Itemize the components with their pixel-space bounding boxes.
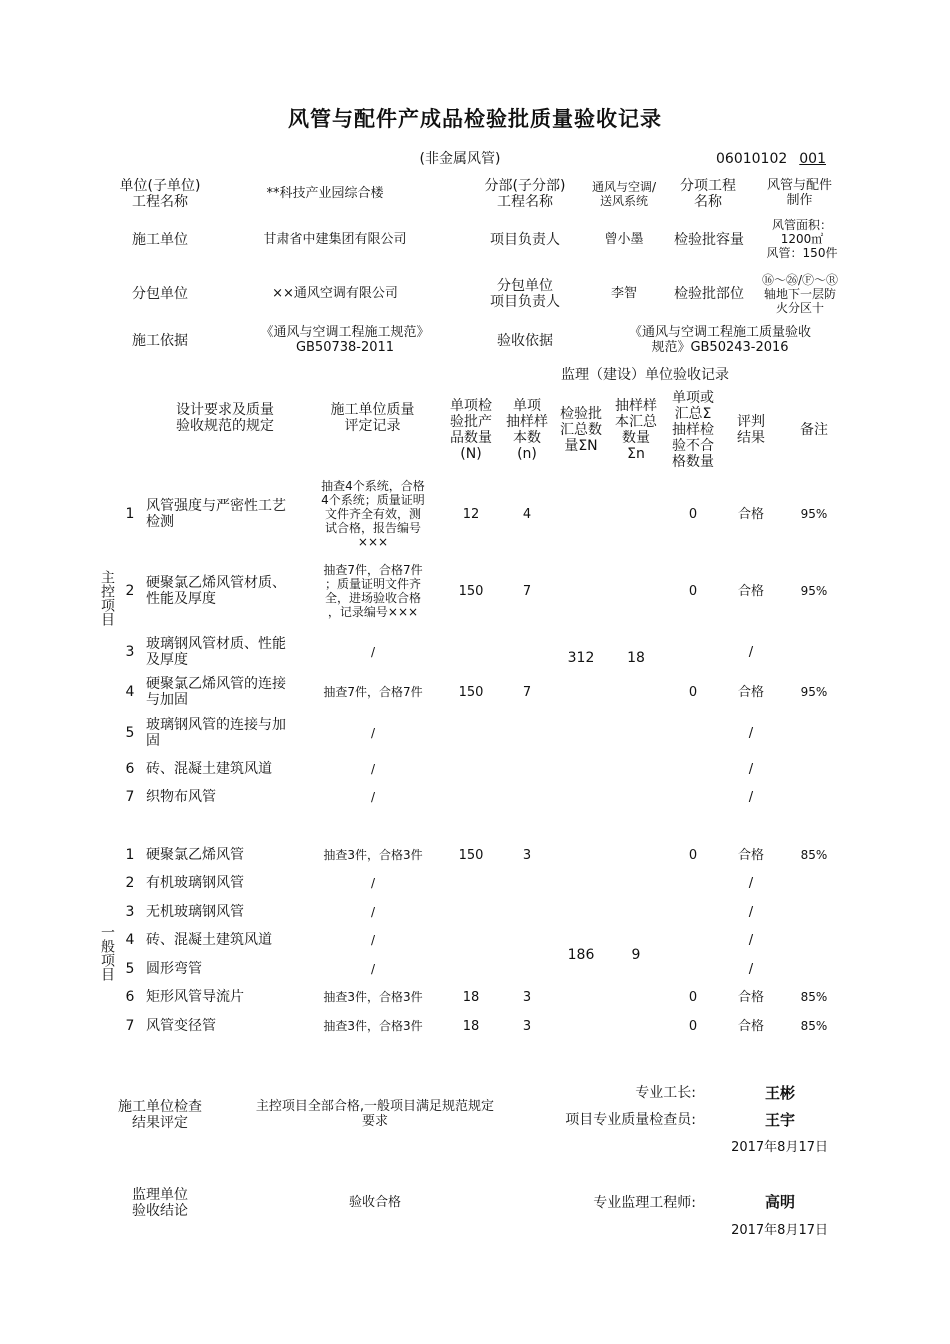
general-row-6-no: 6: [125, 989, 135, 1005]
sub-pm-value: 李智: [610, 286, 637, 301]
main-row-7-no: 7: [125, 789, 135, 805]
location-label: 检验批部位: [674, 286, 744, 302]
subdiv-label: 分部(子分部) 工程名称: [484, 178, 566, 210]
main-row-4-judge: 合格: [737, 684, 764, 700]
main-row-2-N: 150: [458, 583, 484, 599]
general-row-6-desc: 矩形风管导流片: [146, 989, 244, 1005]
main-row-2-judge: 合格: [737, 583, 764, 599]
general-row-6-record: 抽查3件，合格3件: [323, 990, 423, 1004]
general-row-5-desc: 圆形弯管: [146, 961, 202, 977]
general-row-6-n: 3: [522, 989, 532, 1005]
general-row-7-desc: 风管变径管: [146, 1018, 216, 1034]
pm-label: 项目负责人: [490, 232, 560, 248]
general-row-6-judge: 合格: [737, 989, 764, 1005]
main-row-3-desc: 玻璃钢风管材质、性能 及厚度: [146, 636, 286, 668]
general-row-1-desc: 硬聚氯乙烯风管: [146, 847, 244, 863]
main-row-5-no: 5: [125, 725, 135, 741]
main-row-1-record: 抽查4个系统，合格 4个系统；质量证明 文件齐全有效，测 试合格，报告编号 ×××: [321, 479, 425, 549]
col-n-sample: 单项 抽样样 本数 (n): [506, 398, 548, 462]
inspector-signature: 王宇: [764, 1111, 795, 1129]
main-total-n: 18: [627, 650, 645, 666]
col-n-single: 单项检 验批产 品数量 (N): [450, 398, 492, 462]
general-row-7-N: 18: [462, 1018, 480, 1034]
general-label: 一般项目: [99, 925, 115, 981]
main-row-5-record: /: [370, 726, 376, 740]
general-row-2-record: /: [370, 876, 376, 890]
subcontractor-value: ××通风空调有限公司: [272, 286, 398, 301]
item-label: 分项工程 名称: [680, 178, 736, 210]
main-row-4-n: 7: [522, 684, 532, 700]
main-row-1-no: 1: [125, 506, 135, 522]
general-row-5-judge: /: [748, 961, 754, 977]
general-row-7-fail: 0: [688, 1018, 698, 1034]
general-row-6-fail: 0: [688, 989, 698, 1005]
basis-label: 施工依据: [132, 333, 188, 349]
general-row-1-remark: 85%: [800, 848, 828, 862]
capacity-value: 风管面积： 1200㎡ 风管：150件: [766, 218, 838, 260]
accept-basis-value: 《通风与空调工程施工质量验收 规范》GB50243-2016: [628, 325, 811, 355]
main-row-1-N: 12: [462, 506, 480, 522]
general-row-6-remark: 85%: [800, 990, 828, 1004]
basis-value: 《通风与空调工程施工规范》 GB50738-2011: [260, 325, 430, 355]
general-row-5-no: 5: [125, 961, 135, 977]
supervisor-check-label: 监理单位 验收结论: [132, 1187, 188, 1219]
col-n-sample-total: 抽样样 本汇总 数量 Σn: [615, 398, 657, 462]
main-row-2-n: 7: [522, 583, 532, 599]
general-row-1-no: 1: [125, 847, 135, 863]
main-row-7-desc: 织物布风管: [146, 789, 216, 805]
inspector-label: 项目专业质量检查员:: [565, 1112, 696, 1128]
main-row-7-record: /: [370, 790, 376, 804]
subdiv-value: 通风与空调/ 送风系统: [591, 180, 657, 208]
general-row-7-no: 7: [125, 1018, 135, 1034]
main-control-label: 主控项目: [99, 570, 115, 626]
main-row-2-record: 抽查7件，合格7件 ；质量证明文件齐 全，进场验收合格 ，记录编号×××: [323, 563, 423, 619]
general-row-2-no: 2: [125, 875, 135, 891]
main-row-1-judge: 合格: [737, 506, 764, 522]
col-n-total: 检验批 汇总数 量ΣN: [560, 406, 602, 454]
main-row-3-no: 3: [125, 644, 135, 660]
general-row-3-no: 3: [125, 904, 135, 920]
col-judgement: 评判 结果: [737, 414, 765, 446]
unit-label: 单位(子单位) 工程名称: [119, 178, 201, 210]
supervision-record-label: 监理（建设）单位验收记录: [561, 367, 729, 383]
general-row-7-record: 抽查3件，合格3件: [323, 1019, 423, 1033]
main-row-3-record: /: [370, 645, 376, 659]
item-value: 风管与配件 制作: [766, 178, 832, 208]
main-row-1-fail: 0: [688, 506, 698, 522]
contractor-label: 施工单位: [132, 232, 188, 248]
main-row-5-judge: /: [748, 725, 754, 741]
accept-basis-label: 验收依据: [497, 333, 553, 349]
general-row-2-judge: /: [748, 875, 754, 891]
general-row-1-n: 3: [522, 847, 532, 863]
main-row-2-fail: 0: [688, 583, 698, 599]
main-row-2-desc: 硬聚氯乙烯风管材质、 性能及厚度: [146, 575, 286, 607]
general-row-1-record: 抽查3件，合格3件: [323, 848, 423, 862]
capacity-label: 检验批容量: [674, 232, 744, 248]
supervisor-check-value: 验收合格: [348, 1195, 401, 1210]
record-code-prefix: 06010102: [716, 151, 788, 167]
page-subtitle: (非金属风管): [419, 151, 501, 167]
main-row-1-desc: 风管强度与严密性工艺 检测: [146, 498, 286, 530]
general-row-4-no: 4: [125, 932, 135, 948]
unit-value: **科技产业园综合楼: [266, 186, 384, 201]
main-row-4-record: 抽查7件，合格7件: [323, 685, 423, 699]
record-code: [716, 151, 856, 167]
main-row-6-desc: 砖、混凝土建筑风道: [146, 761, 272, 777]
subcontractor-label: 分包单位: [132, 286, 188, 302]
sub-pm-label: 分包单位 项目负责人: [490, 278, 560, 310]
col-self-check: 施工单位质量 评定记录: [330, 402, 415, 434]
general-row-5-record: /: [370, 962, 376, 976]
main-row-4-desc: 硬聚氯乙烯风管的连接 与加固: [146, 676, 286, 708]
main-row-4-no: 4: [125, 684, 135, 700]
main-row-2-remark: 95%: [800, 584, 828, 598]
general-total-n: 9: [631, 947, 641, 963]
general-row-1-fail: 0: [688, 847, 698, 863]
general-row-7-n: 3: [522, 1018, 532, 1034]
general-total-N: 186: [567, 947, 595, 963]
general-row-4-judge: /: [748, 932, 754, 948]
supervisor-date: 2017年8月17日: [731, 1223, 828, 1238]
col-design: 设计要求及质量 验收规范的规定: [176, 402, 274, 434]
foreman-label: 专业工长:: [635, 1085, 696, 1101]
main-row-6-record: /: [370, 762, 376, 776]
general-row-7-judge: 合格: [737, 1018, 764, 1034]
col-fail-count: 单项或 汇总Σ 抽样检 验不合 格数量: [672, 390, 714, 470]
general-row-4-record: /: [370, 933, 376, 947]
general-row-3-record: /: [370, 905, 376, 919]
main-row-1-n: 4: [522, 506, 532, 522]
main-row-4-fail: 0: [688, 684, 698, 700]
main-total-N: 312: [567, 650, 595, 666]
engineer-label: 专业监理工程师:: [593, 1195, 696, 1211]
col-remark: 备注: [800, 422, 828, 438]
contractor-date: 2017年8月17日: [731, 1140, 828, 1155]
general-row-2-desc: 有机玻璃钢风管: [146, 875, 244, 891]
record-code-suffix: 001: [799, 151, 826, 167]
main-row-4-remark: 95%: [800, 685, 828, 699]
general-row-1-judge: 合格: [737, 847, 764, 863]
main-row-1-remark: 95%: [800, 507, 828, 521]
pm-value: 曾小墨: [604, 232, 644, 247]
main-row-2-no: 2: [125, 583, 135, 599]
general-row-3-judge: /: [748, 904, 754, 920]
main-row-7-judge: /: [748, 789, 754, 805]
location-value: ⑯～㉖/Ⓕ～Ⓡ 轴地下一层防 火分区十: [761, 273, 839, 315]
main-row-6-no: 6: [125, 761, 135, 777]
general-row-1-N: 150: [458, 847, 484, 863]
main-row-6-judge: /: [748, 761, 754, 777]
contractor-value: 甘肃省中建集团有限公司: [263, 232, 407, 247]
main-row-4-N: 150: [458, 684, 484, 700]
general-row-3-desc: 无机玻璃钢风管: [146, 904, 244, 920]
page-title: 风管与配件产成品检验批质量验收记录: [288, 107, 662, 131]
main-row-3-judge: /: [748, 644, 754, 660]
general-row-7-remark: 85%: [800, 1019, 828, 1033]
contractor-check-value: 主控项目全部合格,一般项目满足规范规定 要求: [255, 1099, 495, 1129]
engineer-signature: 高明: [764, 1193, 795, 1211]
contractor-check-label: 施工单位检查 结果评定: [118, 1099, 202, 1131]
foreman-signature: 王彬: [764, 1084, 795, 1102]
main-row-5-desc: 玻璃钢风管的连接与加 固: [146, 717, 286, 749]
general-row-4-desc: 砖、混凝土建筑风道: [146, 932, 272, 948]
general-row-6-N: 18: [462, 989, 480, 1005]
